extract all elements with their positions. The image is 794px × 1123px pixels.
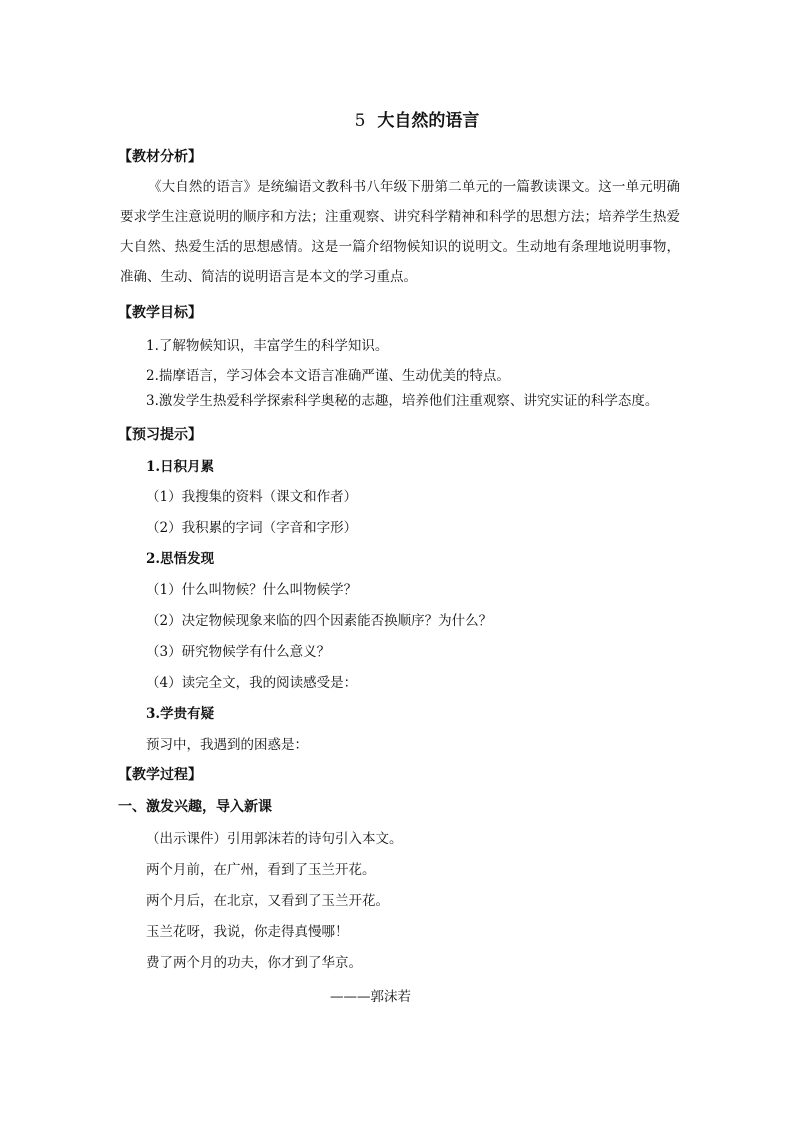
goal-item: 3.激发学生热爱科学探索科学奥秘的志趣，培养他们注重观察、讲究实证的科学态度。 <box>146 393 659 409</box>
goal-item: 1.了解物候知识，丰富学生的科学知识。 <box>146 338 389 354</box>
poem-line: 玉兰花呀，我说，你走得真慢哪！ <box>146 924 349 940</box>
section-heading-goals: 【教学目标】 <box>118 305 202 321</box>
goal-item: 2.揣摩语言，学习体会本文语言准确严谨、生动优美的特点。 <box>146 368 510 384</box>
preview-part-title: 1.日积月累 <box>146 459 215 475</box>
preview-part-title: 2.思悟发现 <box>146 551 215 567</box>
analysis-paragraph: 《大自然的语言》是统编语文教科书八年级下册第二单元的一篇教读课文。这一单元明确要求学生注意说明的顺序和方法；注重观察、讲究科学精神和科学的思想方法；培养学生热爱大自然、热爱生活的思想感情。这是一篇介绍物候知识的说明文。生动地有条理地说明事物，准确、生动、简洁的说明语言是本文的学习重点。 <box>120 179 680 285</box>
lesson-title: 大自然的语言 <box>377 111 480 131</box>
preview-question-text: 预习中，我遇到的困惑是： <box>146 737 308 753</box>
preview-item: （2）我积累的字词（字音和字形） <box>146 520 358 536</box>
poem-attribution: ———郭沫若 <box>330 989 411 1005</box>
poem-line: 费了两个月的功夫，你才到了华京。 <box>146 955 362 971</box>
preview-item: （1）我搜集的资料（课文和作者） <box>146 489 358 505</box>
preview-item: （3）研究物候学有什么意义？ <box>146 644 331 660</box>
preview-item: （1）什么叫物候？什么叫物候学？ <box>146 582 358 598</box>
section-heading-process: 【教学过程】 <box>118 767 202 783</box>
section-heading-preview: 【预习提示】 <box>118 427 202 443</box>
page-title <box>0 106 794 131</box>
poem-line: 两个月后，在北京，又看到了玉兰开花。 <box>146 893 389 909</box>
preview-item: （4）读完全文，我的阅读感受是： <box>146 675 358 691</box>
preview-item: （2）决定物候现象来临的四个因素能否换顺序？为什么？ <box>146 613 493 629</box>
process-intro: （出示课件）引用郭沫若的诗句引入本文。 <box>146 831 403 847</box>
section-heading-analysis: 【教材分析】 <box>118 149 202 165</box>
process-step-heading: 一、激发兴趣，导入新课 <box>118 799 272 815</box>
lesson-number: 5 <box>354 111 366 131</box>
poem-line: 两个月前，在广州，看到了玉兰开花。 <box>146 862 376 878</box>
preview-part-title: 3.学贵有疑 <box>146 706 215 722</box>
